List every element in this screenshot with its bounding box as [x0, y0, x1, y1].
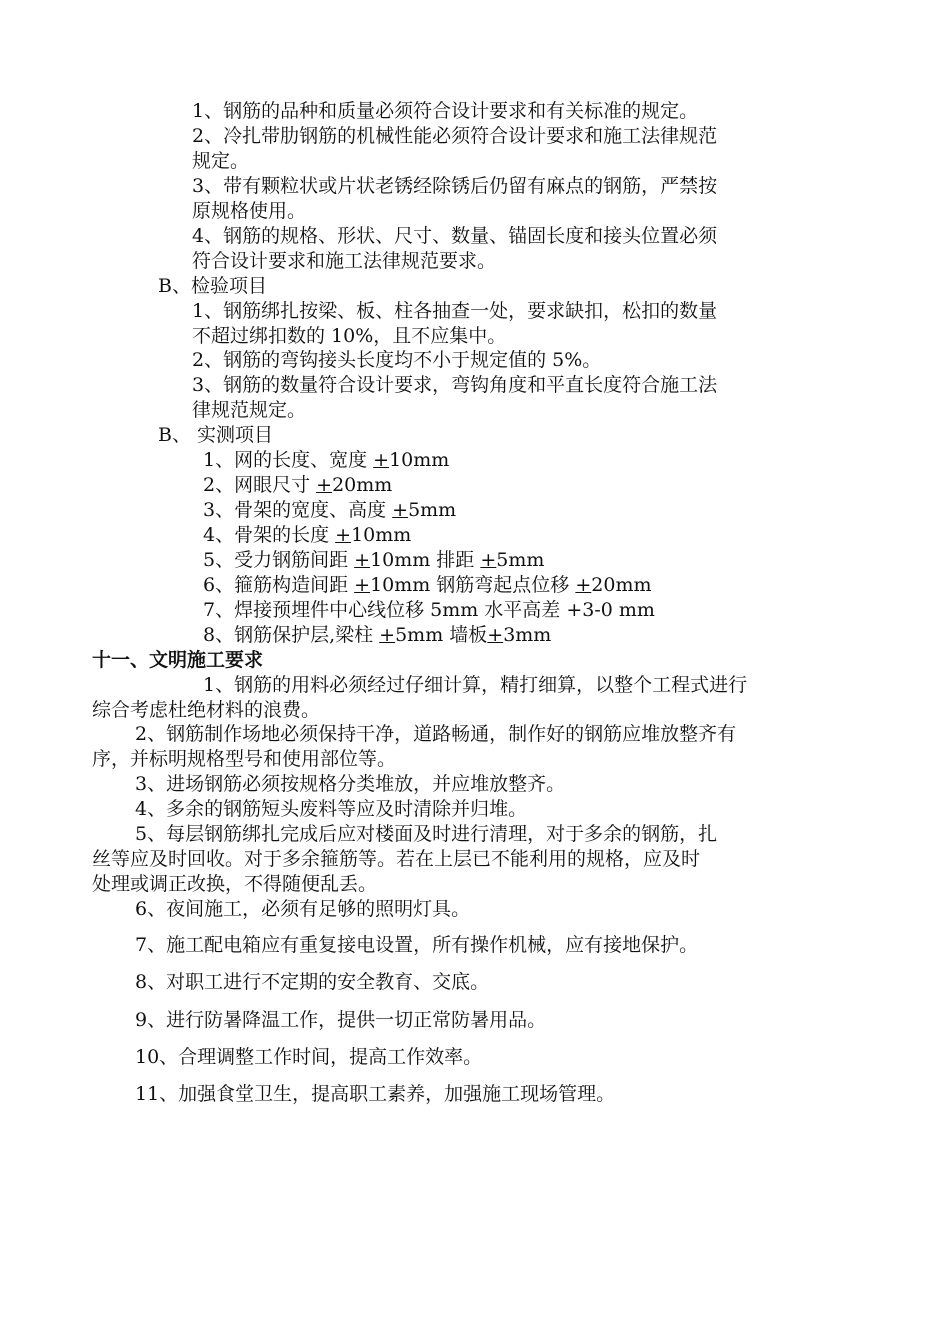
- section-b-item-3-line-1: 3、钢筋的数量符合设计要求，弯钩角度和平直长度符合施工法: [192, 374, 718, 396]
- measure-item-1: [203, 448, 449, 472]
- measure-label: 6、箍筋构造间距: [203, 574, 355, 596]
- paragraph-3: 3、进场钢筋必须按规格分类堆放，并应堆放整齐。: [135, 773, 566, 795]
- paragraph-4: 4、多余的钢筋短头废料等应及时清除并归堆。: [135, 798, 528, 820]
- paragraph-2-line-2: 序，并标明规格型号和使用部位等。: [92, 748, 397, 770]
- plus-minus-sign: +: [575, 574, 592, 596]
- section-a-item-3-line-2: 原规格使用。: [192, 200, 307, 222]
- plus-minus-sign: +: [480, 549, 497, 571]
- section-c-heading: B、 实测项目: [158, 424, 274, 446]
- measure-label: 1、网的长度、宽度: [203, 449, 374, 471]
- paragraph-5-line-2: 丝等应及时回收。对于多余箍筋等。若在上层已不能利用的规格，应及时: [92, 848, 701, 870]
- paragraph-2-line-1: 2、钢筋制作场地必须保持干净，道路畅通，制作好的钢筋应堆放整齐有: [135, 723, 737, 745]
- section-b-item-1-line-1: 1、钢筋绑扎按梁、板、柱各抽查一处，要求缺扣，松扣的数量: [192, 300, 718, 322]
- measure-item-2: [203, 473, 392, 497]
- plus-minus-sign: +: [392, 499, 409, 521]
- section-a-item-2-line-1: 2、冷扎带肋钢筋的机械性能必须符合设计要求和施工法律规范: [192, 125, 718, 147]
- measure-label: 2、网眼尺寸: [203, 474, 317, 496]
- plus-minus-sign: +: [354, 574, 371, 596]
- measure-label: 4、骨架的长度: [203, 524, 336, 546]
- measure-value: 5mm: [496, 549, 545, 571]
- paragraph-1-line-2: 综合考虑杜绝材料的浪费。: [92, 699, 321, 721]
- section-a-item-2-line-2: 规定。: [192, 150, 250, 172]
- paragraph-8: 8、对职工进行不定期的安全教育、交底。: [135, 971, 490, 993]
- measure-value: 3mm: [503, 624, 552, 646]
- measure-label: 5、受力钢筋间距: [203, 549, 355, 571]
- plus-minus-sign: +: [354, 549, 371, 571]
- paragraph-1-line-1: 1、钢筋的用料必须经过仔细计算，精打细算，以整个工程式进行: [203, 674, 748, 696]
- paragraph-10: 10、合理调整工作时间，提高工作效率。: [135, 1046, 483, 1068]
- paragraph-5-line-3: 处理或调正改换，不得随便乱丢。: [92, 873, 378, 895]
- measure-item-8: [203, 623, 551, 647]
- measure-item-6: [203, 573, 652, 597]
- section-11-heading: 十一、文明施工要求: [92, 649, 264, 671]
- paragraph-9: 9、进行防暑降温工作，提供一切正常防暑用品。: [135, 1009, 547, 1031]
- paragraph-5-line-1: 5、每层钢筋绑扎完成后应对楼面及时进行清理，对于多余的钢筋，扎: [135, 823, 718, 845]
- paragraph-6: 6、夜间施工，必须有足够的照明灯具。: [135, 898, 471, 920]
- measure-value: 5mm: [408, 499, 457, 521]
- measure-value: 10mm: [351, 524, 412, 546]
- measure-value: 20mm: [591, 574, 652, 596]
- measure-item-4: [203, 523, 411, 547]
- plus-minus-sign: +: [487, 624, 504, 646]
- measure-item-3: [203, 498, 456, 522]
- section-b-item-2-line-1: 2、钢筋的弯钩接头长度均不小于规定值的 5%。: [192, 349, 602, 371]
- plus-minus-sign: +: [373, 449, 390, 471]
- section-a-item-4-line-2: 符合设计要求和施工法律规范要求。: [192, 250, 497, 272]
- section-a-item-4-line-1: 4、钢筋的规格、形状、尺寸、数量、锚固长度和接头位置必须: [192, 225, 718, 247]
- measure-value: 10mm 钢筋弯起点位移: [370, 574, 576, 596]
- plus-minus-sign: +: [316, 474, 333, 496]
- measure-value: 5mm 墙板: [395, 624, 488, 646]
- section-a-item-3-line-1: 3、带有颗粒状或片状老锈经除锈后仍留有麻点的钢筋，严禁按: [192, 175, 718, 197]
- section-b-item-3-line-2: 律规范规定。: [192, 399, 307, 421]
- plus-minus-sign: +: [335, 524, 352, 546]
- measure-label: 8、钢筋保护层,梁柱: [203, 624, 380, 646]
- paragraph-7: 7、施工配电箱应有重复接电设置，所有操作机械，应有接地保护。: [135, 934, 699, 956]
- plus-minus-sign: +: [379, 624, 396, 646]
- section-b-heading: B、检验项目: [158, 275, 267, 297]
- measure-item-7: [203, 598, 655, 622]
- measure-value: 10mm 排距: [370, 549, 481, 571]
- measure-label: 7、焊接预埋件中心线位移 5mm 水平高差 +3-0 mm: [203, 599, 655, 621]
- section-b-item-1-line-2: 不超过绑扣数的 10%，且不应集中。: [192, 325, 507, 347]
- measure-value: 10mm: [389, 449, 450, 471]
- measure-value: 20mm: [332, 474, 393, 496]
- measure-item-5: [203, 548, 544, 572]
- section-a-item-1-line-1: 1、钢筋的品种和质量必须符合设计要求和有关标准的规定。: [192, 100, 699, 122]
- measure-label: 3、骨架的宽度、高度: [203, 499, 393, 521]
- paragraph-11: 11、加强食堂卫生，提高职工素养，加强施工现场管理。: [135, 1083, 616, 1105]
